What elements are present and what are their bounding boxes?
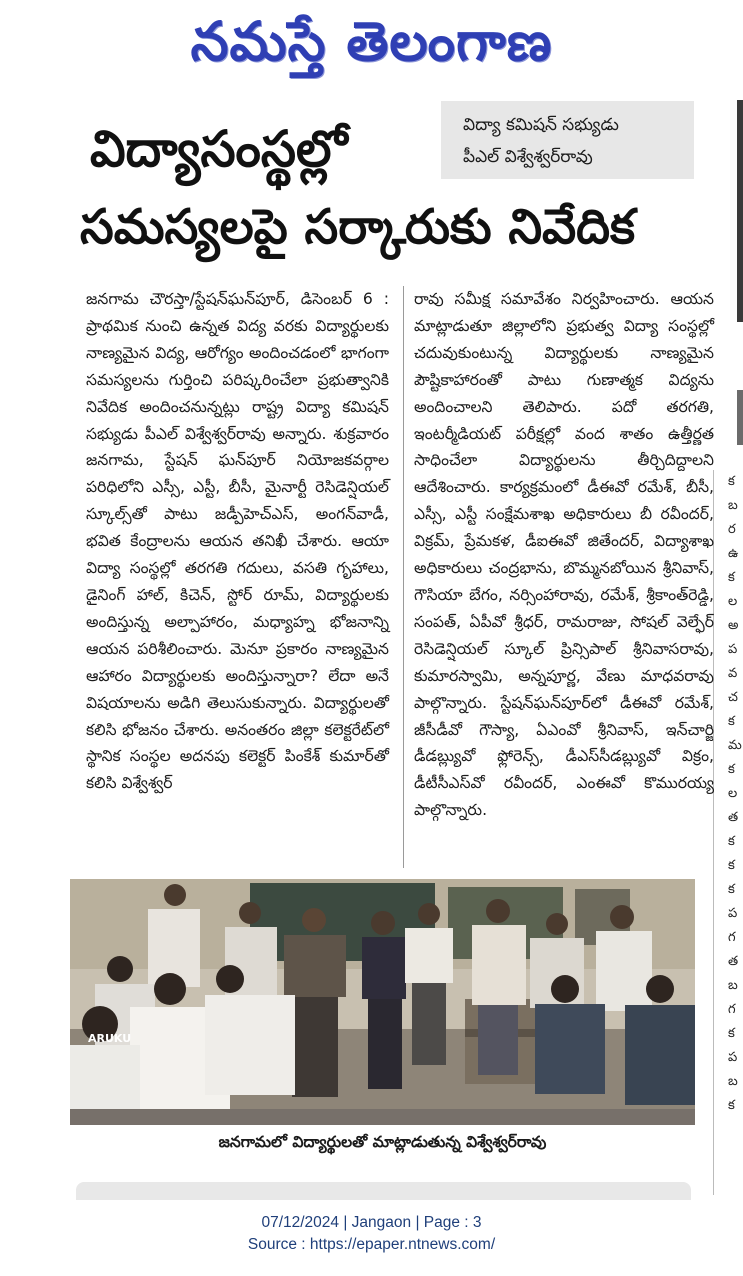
article-column-left <box>86 286 389 797</box>
adjacent-column-fragment: త <box>728 954 739 969</box>
adjacent-column-fragment: బ <box>728 1074 738 1089</box>
adjacent-column-fragment: క <box>728 474 735 489</box>
adjacent-column-fragment: ప <box>728 906 738 921</box>
adjacent-column-fragment: క <box>728 1098 735 1113</box>
adjacent-column-fragment: త <box>728 810 739 825</box>
edition-info: 07/12/2024 | Jangaon | Page : 3 <box>261 1214 482 1231</box>
column-divider <box>403 286 404 868</box>
adjacent-column-fragment: ల <box>728 786 738 801</box>
adjacent-column-fragment: గ <box>728 930 736 945</box>
byline-name: పీఎల్ విశ్వేశ్వర్‌రావు <box>463 147 593 167</box>
source-link[interactable]: Source : https://epaper.ntnews.com/ <box>247 1236 496 1253</box>
adjacent-page-photo-strip <box>737 100 743 322</box>
adjacent-column-fragment: ప <box>728 1050 738 1065</box>
page-footer <box>0 1212 743 1256</box>
adjacent-column-fragment: ర <box>728 522 736 537</box>
adjacent-column-fragment: చ <box>728 690 738 705</box>
article-column-right <box>414 286 714 824</box>
adjacent-column-fragment: ప <box>728 642 738 657</box>
newspaper-masthead: నమస్తే తెలంగాణ <box>190 9 553 73</box>
article-text-right: రావు సమీక్ష సమావేశం నిర్వహించారు. ఆయన మాట్లాడుతూ జిల్లాలోని ప్రభుత్వ విద్యా సంస్థల్లో చదువుకుంటున్న విద్యార్థులకు నాణ్యమైన పౌష్టికాహారంతో పాటు గుణాత్మక విద్యను అందించాలని తెలిపారు. పదో తరగతి, ఇంటర్మీడియట్ పరీక్షల్లో వంద శాతం ఉత్తీర్ణత సాధించేలా విద్యార్థులను తీర్చిదిద్దాలని ఆదేశించారు. కార్యక్రమంలో డీఈవో రమేశ్, బీసీ, ఎస్సీ, ఎస్టీ సంక్షేమశాఖ అధికారులు బీ రవీందర్, విక్రమ్, ప్రేమకళ, డీఐఈవో జితేందర్, విద్యాశాఖ అధికారులు చంద్రభాను, బొమ్మనబోయిన శ్రీనివాస్, గౌసియా బేగం, నర్సింహారావు, రమేశ్, శ్రీకాంత్‌రెడ్డి, సంపత్, ఏపీవో శ్రీధర్, రామరాజు, సోషల్ వెల్ఫేర్ రెసిడెన్షియల్ స్కూల్ ప్రిన్సిపాల్ శ్రీనివాసరావు, కుమారస్వామి, అన్నపూర్ణ, వేణు మాధవరావు పాల్గొన్నారు. స్టేషన్‌ఘన్‌పూర్‌లో డీఈవో రమేశ్, జీసీడీవో గౌస్యా, ఏఎంవో శ్రీనివాస్, ఇన్‌చార్జి డీడబ్ల్యువో ఫ్లోరెన్స్, డీఎస్‌సీడబ్ల్యువో విక్రం, డీటీసీఎస్‌వో రవీందర్, ఎంఈవో కొమురయ్య పాల్గొన్నారు. <box>414 290 714 820</box>
headline-line-2: సమస్యలపై సర్కారుకు నివేదిక <box>80 199 636 255</box>
adjacent-column-fragment: అ <box>728 618 739 633</box>
adjacent-column-fragment: క <box>728 714 735 729</box>
adjacent-page-text-column <box>713 470 743 1195</box>
adjacent-column-fragment: బ <box>728 978 738 993</box>
article-text-left: జనగామ చౌరస్తా/స్టేషన్‌ఘన్‌పూర్, డిసెంబర్ 6 : ప్రాథమిక నుంచి ఉన్నత విద్య వరకు విద్యార్థులకు నాణ్యమైన విద్య, ఆరోగ్యం అందించడంలో భాగంగా సమస్యలను గుర్తించి పరిష్కరించేలా ప్రభుత్వానికి నివేదిక అందించనున్నట్లు రాష్ట్ర విద్యా కమిషన్ సభ్యుడు పీఎల్ విశ్వేశ్వర్‌రావు అన్నారు. శుక్రవారం జనగామ, స్టేషన్ ఘన్‌పూర్ నియోజకవర్గాల పరిధిలోని ఎస్సీ, ఎస్టీ, బీసీ, మైనార్టీ రెసిడెన్షియల్ స్కూల్స్‌తో పాటు జడ్పీహెచ్ఎస్, అంగన్‌వాడీ, భవిత కేంద్రాలను ఆయన తనిఖీ చేశారు. ఆయా విద్యా సంస్థల్లో తరగతి గదులు, వసతి గృహాలు, డైనింగ్ హాల్, కిచెన్, స్టోర్ రూమ్, విద్యార్థులకు అందిస్తున్న అల్పాహారం, మధ్యాహ్న భోజనాన్ని ఆయన పరిశీలించారు. మెనూ ప్రకారం నాణ్యమైన ఆహారం విద్యార్థులకు అందిస్తున్నారా? లేదా అనే విషయాలను అడిగి తెలుసుకున్నారు. విద్యార్థులతో కలిసి భోజనం చేశారు. అనంతరం జిల్లా కలెక్టరేట్‌లో స్థానిక సంస్థల అదనపు కలెక్టర్ పింకేశ్ కుమార్‌తో కలిసి విశ్వేశ్వర్ <box>86 290 389 793</box>
adjacent-column-fragment: క <box>728 882 735 897</box>
adjacent-column-fragment: క <box>728 762 735 777</box>
byline-title: విద్యా కమిషన్ సభ్యుడు <box>463 115 619 135</box>
adjacent-page-photo-strip <box>737 390 743 445</box>
adjacent-column-fragment: వ <box>728 666 738 681</box>
headline-line-1: విద్యాసంస్థల్లో <box>90 120 348 178</box>
adjacent-column-fragment: క <box>728 834 735 849</box>
next-article-edge <box>76 1182 691 1200</box>
article-photo <box>70 879 695 1125</box>
adjacent-column-fragment: ల <box>728 594 738 609</box>
adjacent-column-fragment: క <box>728 1026 735 1041</box>
adjacent-column-fragment: క <box>728 858 735 873</box>
photo-caption: జనగామలో విద్యార్థులతో మాట్లాడుతున్న విశ్వేశ్వర్‌రావు <box>218 1133 547 1151</box>
classroom-photo-illustration <box>70 879 695 1125</box>
adjacent-column-fragment: మ <box>728 738 742 753</box>
adjacent-column-fragment: ఉ <box>728 546 739 561</box>
adjacent-column-fragment: గ <box>728 1002 736 1017</box>
adjacent-column-fragment: బ <box>728 498 738 513</box>
photo-shirt-text: ARUKU <box>88 1032 132 1045</box>
adjacent-column-fragment: క <box>728 570 735 585</box>
byline-box <box>441 101 694 179</box>
